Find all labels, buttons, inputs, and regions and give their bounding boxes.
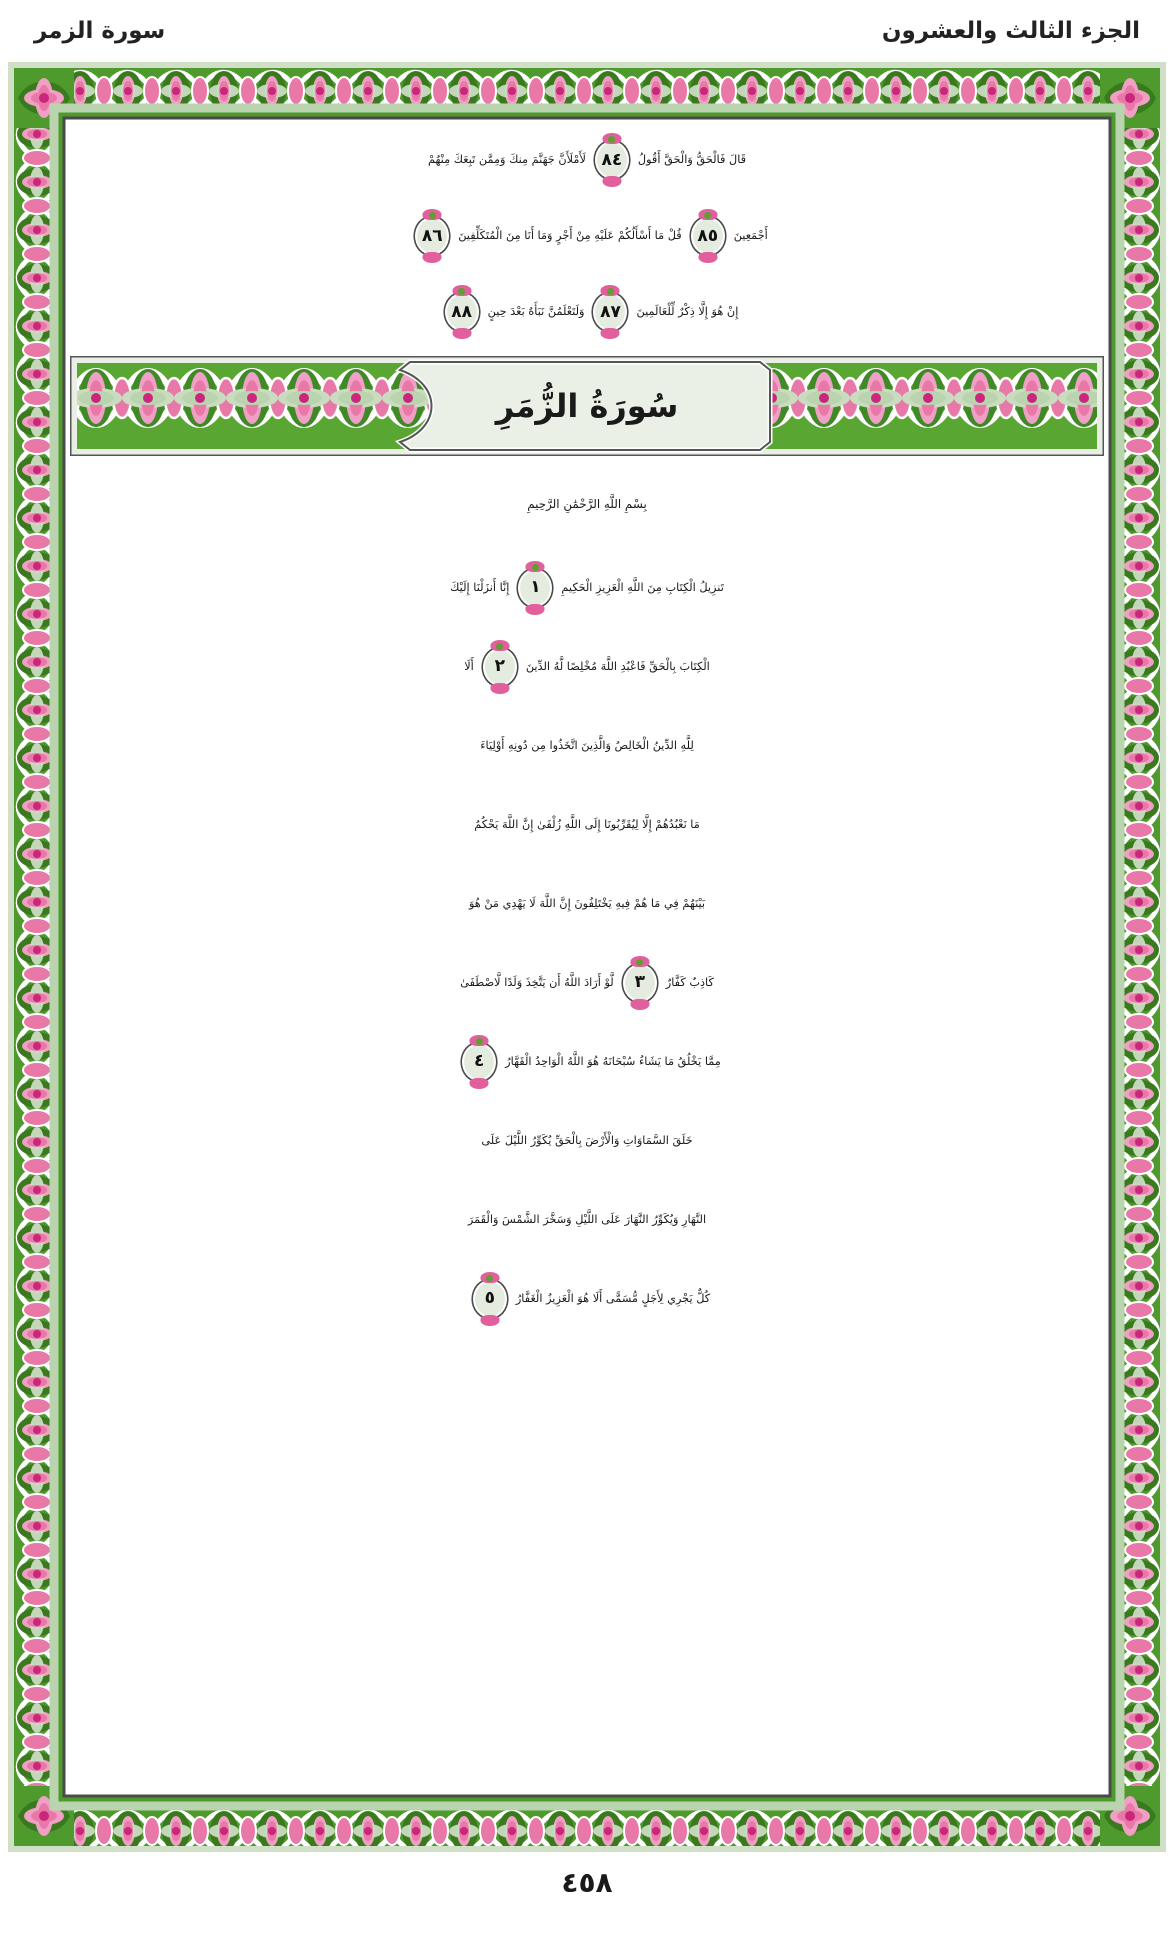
flower-icon (526, 604, 545, 615)
flower-icon (630, 956, 649, 967)
ayah-marker[interactable] (411, 210, 453, 262)
ayah-number: ٨٨ (451, 301, 473, 322)
flower-icon (698, 252, 717, 263)
quran-text-segment: تَنزِيلُ الْكِتَابِ مِنَ اللَّهِ الْعَزِيزِ الْحَكِيمِ (561, 580, 724, 594)
quran-text-segment: كَاذِبٌ كَفَّارٌ (665, 975, 714, 989)
flower-icon (601, 285, 620, 296)
flower-icon (423, 252, 442, 263)
quran-text-segment: خَلَقَ السَّمَاوَاتِ وَالْأَرْضَ بِالْحَقِّ يُكَوِّرُ اللَّيْلَ عَلَى (481, 1133, 693, 1147)
ayah-number: ٢ (494, 656, 506, 676)
quran-line (68, 274, 1106, 350)
flower-icon (601, 328, 620, 339)
quran-text-segment: الْكِتَابَ بِالْحَقِّ فَاعْبُدِ اللَّهَ مُخْلِصًا لَّهُ الدِّينَ (525, 659, 710, 673)
surah-title-text: سُورَةُ الزُّمَرِ (495, 387, 679, 425)
flower-icon (480, 1315, 499, 1326)
quran-line (68, 785, 1106, 864)
ayah-marker[interactable] (479, 641, 521, 693)
ayah-marker[interactable] (441, 286, 483, 338)
basmalah (68, 460, 1106, 548)
flower-icon (470, 1078, 489, 1089)
quran-text-segment: وَلَتَعْلَمُنَّ نَبَأَهُ بَعْدَ حِينٍ (487, 305, 585, 319)
page-header (0, 0, 1174, 62)
quran-text-segment: النَّهَارِ وَيُكَوِّرُ النَّهَارَ عَلَى اللَّيْلِ وَسَخَّرَ الشَّمْسَ وَالْقَمَرَ (467, 1212, 707, 1226)
quran-line (68, 1022, 1106, 1101)
quran-line (68, 1259, 1106, 1338)
quran-text-segment: إِنَّا أَنزَلْنَا إِلَيْكَ (450, 580, 510, 594)
quran-text-segment: لَأَمْلَأَنَّ جَهَنَّمَ مِنكَ وَمِمَّن تَبِعَكَ مِنْهُمْ (427, 153, 586, 167)
flower-icon (602, 133, 621, 144)
quran-text-segment: قُلْ مَا أَسْأَلُكُمْ عَلَيْهِ مِنْ أَجْرٍ وَمَا أَنَا مِنَ الْمُتَكَلِّفِينَ (458, 229, 682, 243)
quran-text-segment: أَجْمَعِينَ (733, 229, 768, 243)
quran-text-segment: قَالَ فَالْحَقُّ وَالْحَقَّ أَقُولُ (637, 153, 747, 167)
quran-text-segment: أَلَا (464, 659, 474, 673)
quran-line (68, 864, 1106, 943)
quran-text-segment: إِنْ هُوَ إِلَّا ذِكْرٌ لِّلْعَالَمِينَ (636, 305, 739, 319)
ayah-number: ٨٤ (601, 149, 623, 170)
quran-line (68, 548, 1106, 627)
flower-icon (698, 209, 717, 220)
quran-text-segment: بَيْنَهُمْ فِي مَا هُمْ فِيهِ يَخْتَلِفُونَ إِنَّ اللَّهَ لَا يَهْدِي مَنْ هُوَ (468, 896, 706, 910)
flower-icon (630, 999, 649, 1010)
quran-text-segment: لِلَّهِ الدِّينُ الْخَالِصُ وَالَّذِينَ اتَّخَذُوا مِن دُونِهِ أَوْلِيَاءَ (480, 738, 694, 752)
quran-line (68, 1101, 1106, 1180)
ayah-number: ٨٦ (421, 225, 443, 246)
basmalah-text: بِسْمِ اللَّهِ الرَّحْمَٰنِ الرَّحِيمِ (527, 497, 647, 511)
quran-text-segment: مَا نَعْبُدُهُمْ إِلَّا لِيُقَرِّبُونَا إِلَى اللَّهِ زُلْفَىٰ إِنَّ اللَّهَ يَحْكُمُ (474, 817, 700, 831)
ayah-marker[interactable] (591, 134, 633, 186)
quran-line (68, 1180, 1106, 1259)
flower-icon (452, 328, 471, 339)
ayah-marker[interactable] (589, 286, 631, 338)
verses-block-previous-surah (68, 122, 1106, 350)
juz-label: الجزء الثالث والعشرون (881, 18, 1140, 44)
surah-name-header: سورة الزمر (34, 18, 166, 44)
ayah-number: ٤ (473, 1051, 485, 1071)
ayah-number: ٨٥ (697, 225, 719, 246)
page-number: ٤٥٨ (561, 1866, 613, 1899)
quran-text-segment: لَّوْ أَرَادَ اللَّهُ أَن يَتَّخِذَ وَلَدًا لَّاصْطَفَىٰ (460, 975, 614, 989)
quran-line (68, 122, 1106, 198)
quran-line (68, 943, 1106, 1022)
ayah-marker[interactable] (458, 1036, 500, 1088)
flower-icon (470, 1035, 489, 1046)
flower-icon (490, 640, 509, 651)
quran-line (68, 706, 1106, 785)
ayah-number: ٣ (634, 972, 645, 992)
flower-icon (423, 209, 442, 220)
quran-text-segment: مِمَّا يَخْلُقُ مَا يَشَاءُ سُبْحَانَهُ هُوَ اللَّهُ الْوَاحِدُ الْقَهَّارُ (505, 1054, 721, 1068)
surah-title-banner (70, 356, 1104, 456)
ayah-number: ٨٧ (600, 301, 621, 322)
flower-icon (490, 683, 509, 694)
flower-icon (526, 561, 545, 572)
quran-text-area (68, 122, 1106, 1458)
ayah-marker[interactable] (687, 210, 729, 262)
ayah-marker[interactable] (514, 562, 556, 614)
quran-line (68, 198, 1106, 274)
quran-text-segment: كُلٌّ يَجْرِي لِأَجَلٍ مُّسَمًّى أَلَا هُوَ الْعَزِيزُ الْغَفَّارُ (515, 1291, 711, 1305)
ayah-marker[interactable] (469, 1273, 511, 1325)
ayah-number: ٥ (484, 1288, 496, 1308)
flower-icon (452, 285, 471, 296)
verses-block-az-zumar (68, 548, 1106, 1338)
flower-icon (602, 176, 621, 187)
ayah-marker[interactable] (619, 957, 661, 1009)
ayah-number: ١ (530, 577, 541, 597)
quran-line (68, 627, 1106, 706)
flower-icon (480, 1272, 499, 1283)
